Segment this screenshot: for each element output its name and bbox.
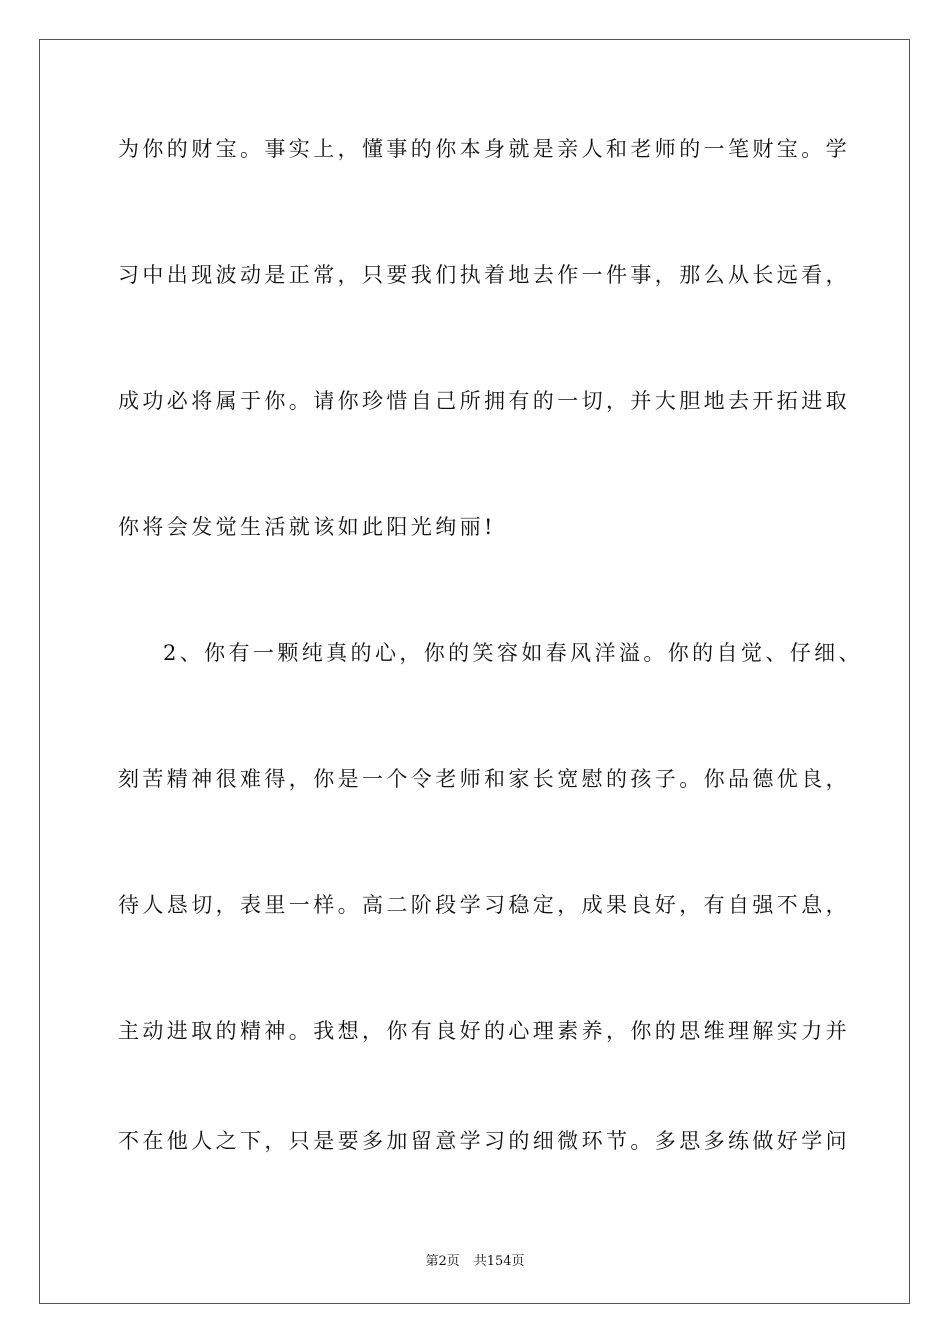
paragraph-line: 主动进取的精神。我想，你有良好的心理素养，你的思维理解实力并	[118, 1019, 850, 1043]
page-number: 第2页	[425, 1254, 460, 1269]
page-total: 共154页	[473, 1254, 525, 1269]
paragraph-line: 不在他人之下，只是要多加留意学习的细微环节。多思多练做好学问	[118, 1129, 850, 1153]
paragraph-line: 你将会发觉生活就该如此阳光绚丽!	[118, 515, 496, 539]
paragraph-line: 习中出现波动是正常，只要我们执着地去作一件事，那么从长远看，	[118, 263, 850, 287]
page-frame	[39, 39, 910, 1304]
paragraph-line: 刻苦精神很难得，你是一个令老师和家长宽慰的孩子。你品德优良，	[118, 767, 850, 791]
paragraph-line: 为你的财宝。事实上，懂事的你本身就是亲人和老师的一笔财宝。学	[118, 137, 850, 161]
page-footer	[0, 1250, 950, 1269]
paragraph-line: 成功必将属于你。请你珍惜自己所拥有的一切，并大胆地去开拓进取	[118, 389, 850, 413]
paragraph-line: 2、你有一颗纯真的心，你的笑容如春风洋溢。你的自觉、仔细、	[163, 641, 863, 665]
paragraph-line: 待人恳切，表里一样。高二阶段学习稳定，成果良好，有自强不息，	[118, 893, 850, 917]
